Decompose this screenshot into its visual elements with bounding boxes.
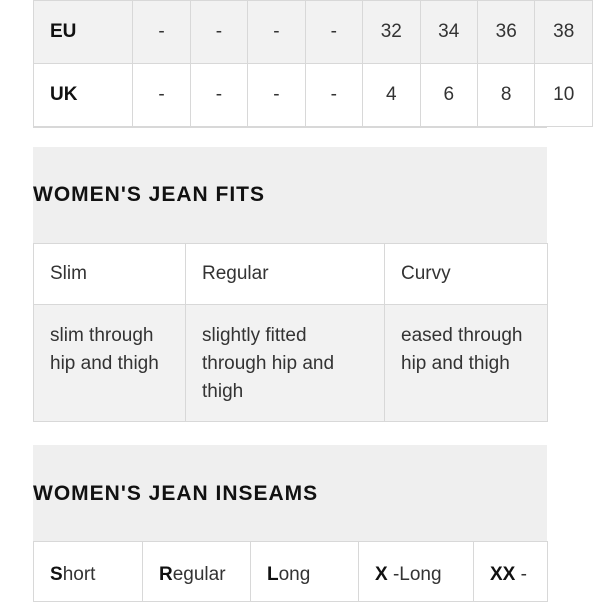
size-cell: -	[248, 1, 305, 64]
size-cell: 6	[420, 64, 477, 127]
fits-section-header	[33, 147, 547, 243]
fit-name-regular: Regular	[186, 244, 385, 305]
inseam-long: Long	[251, 542, 359, 602]
fit-description-curvy: eased through hip and thigh	[385, 305, 548, 422]
size-conversion-table	[33, 0, 575, 128]
fit-description-regular: slightly fitted through hip and thigh	[186, 305, 385, 422]
size-cell: -	[305, 64, 362, 127]
row-label: UK	[34, 64, 133, 127]
inseam-short: Short	[34, 542, 143, 602]
inseams-header-row	[34, 542, 548, 602]
size-cell: 10	[535, 64, 593, 127]
fit-description-slim: slim through hip and thigh	[34, 305, 186, 422]
inseams-section-header	[33, 445, 547, 541]
size-cell: 32	[363, 1, 420, 64]
inseam-x-long: X -Long	[359, 542, 474, 602]
size-cell: -	[190, 1, 247, 64]
size-cell: -	[133, 64, 190, 127]
inseam-regular: Regular	[143, 542, 251, 602]
fits-table	[33, 243, 548, 422]
size-cell: -	[190, 64, 247, 127]
row-label: EU	[34, 1, 133, 64]
inseams-table	[33, 541, 547, 585]
size-cell: 36	[477, 1, 534, 64]
size-row-uk	[34, 64, 593, 127]
fits-title: WOMEN'S JEAN FITS	[33, 183, 266, 206]
inseams-title: WOMEN'S JEAN INSEAMS	[33, 482, 319, 505]
size-cell: 38	[535, 1, 593, 64]
fit-name-slim: Slim	[34, 244, 186, 305]
size-cell: 4	[363, 64, 420, 127]
size-cell: -	[248, 64, 305, 127]
size-row-eu	[34, 1, 593, 64]
fits-header-row	[34, 244, 548, 305]
size-cell: -	[305, 1, 362, 64]
fit-name-curvy: Curvy	[385, 244, 548, 305]
size-cell: 34	[420, 1, 477, 64]
fits-description-row	[34, 305, 548, 422]
size-cell: 8	[477, 64, 534, 127]
inseam-xx-long: XX -	[474, 542, 548, 602]
size-cell: -	[133, 1, 190, 64]
